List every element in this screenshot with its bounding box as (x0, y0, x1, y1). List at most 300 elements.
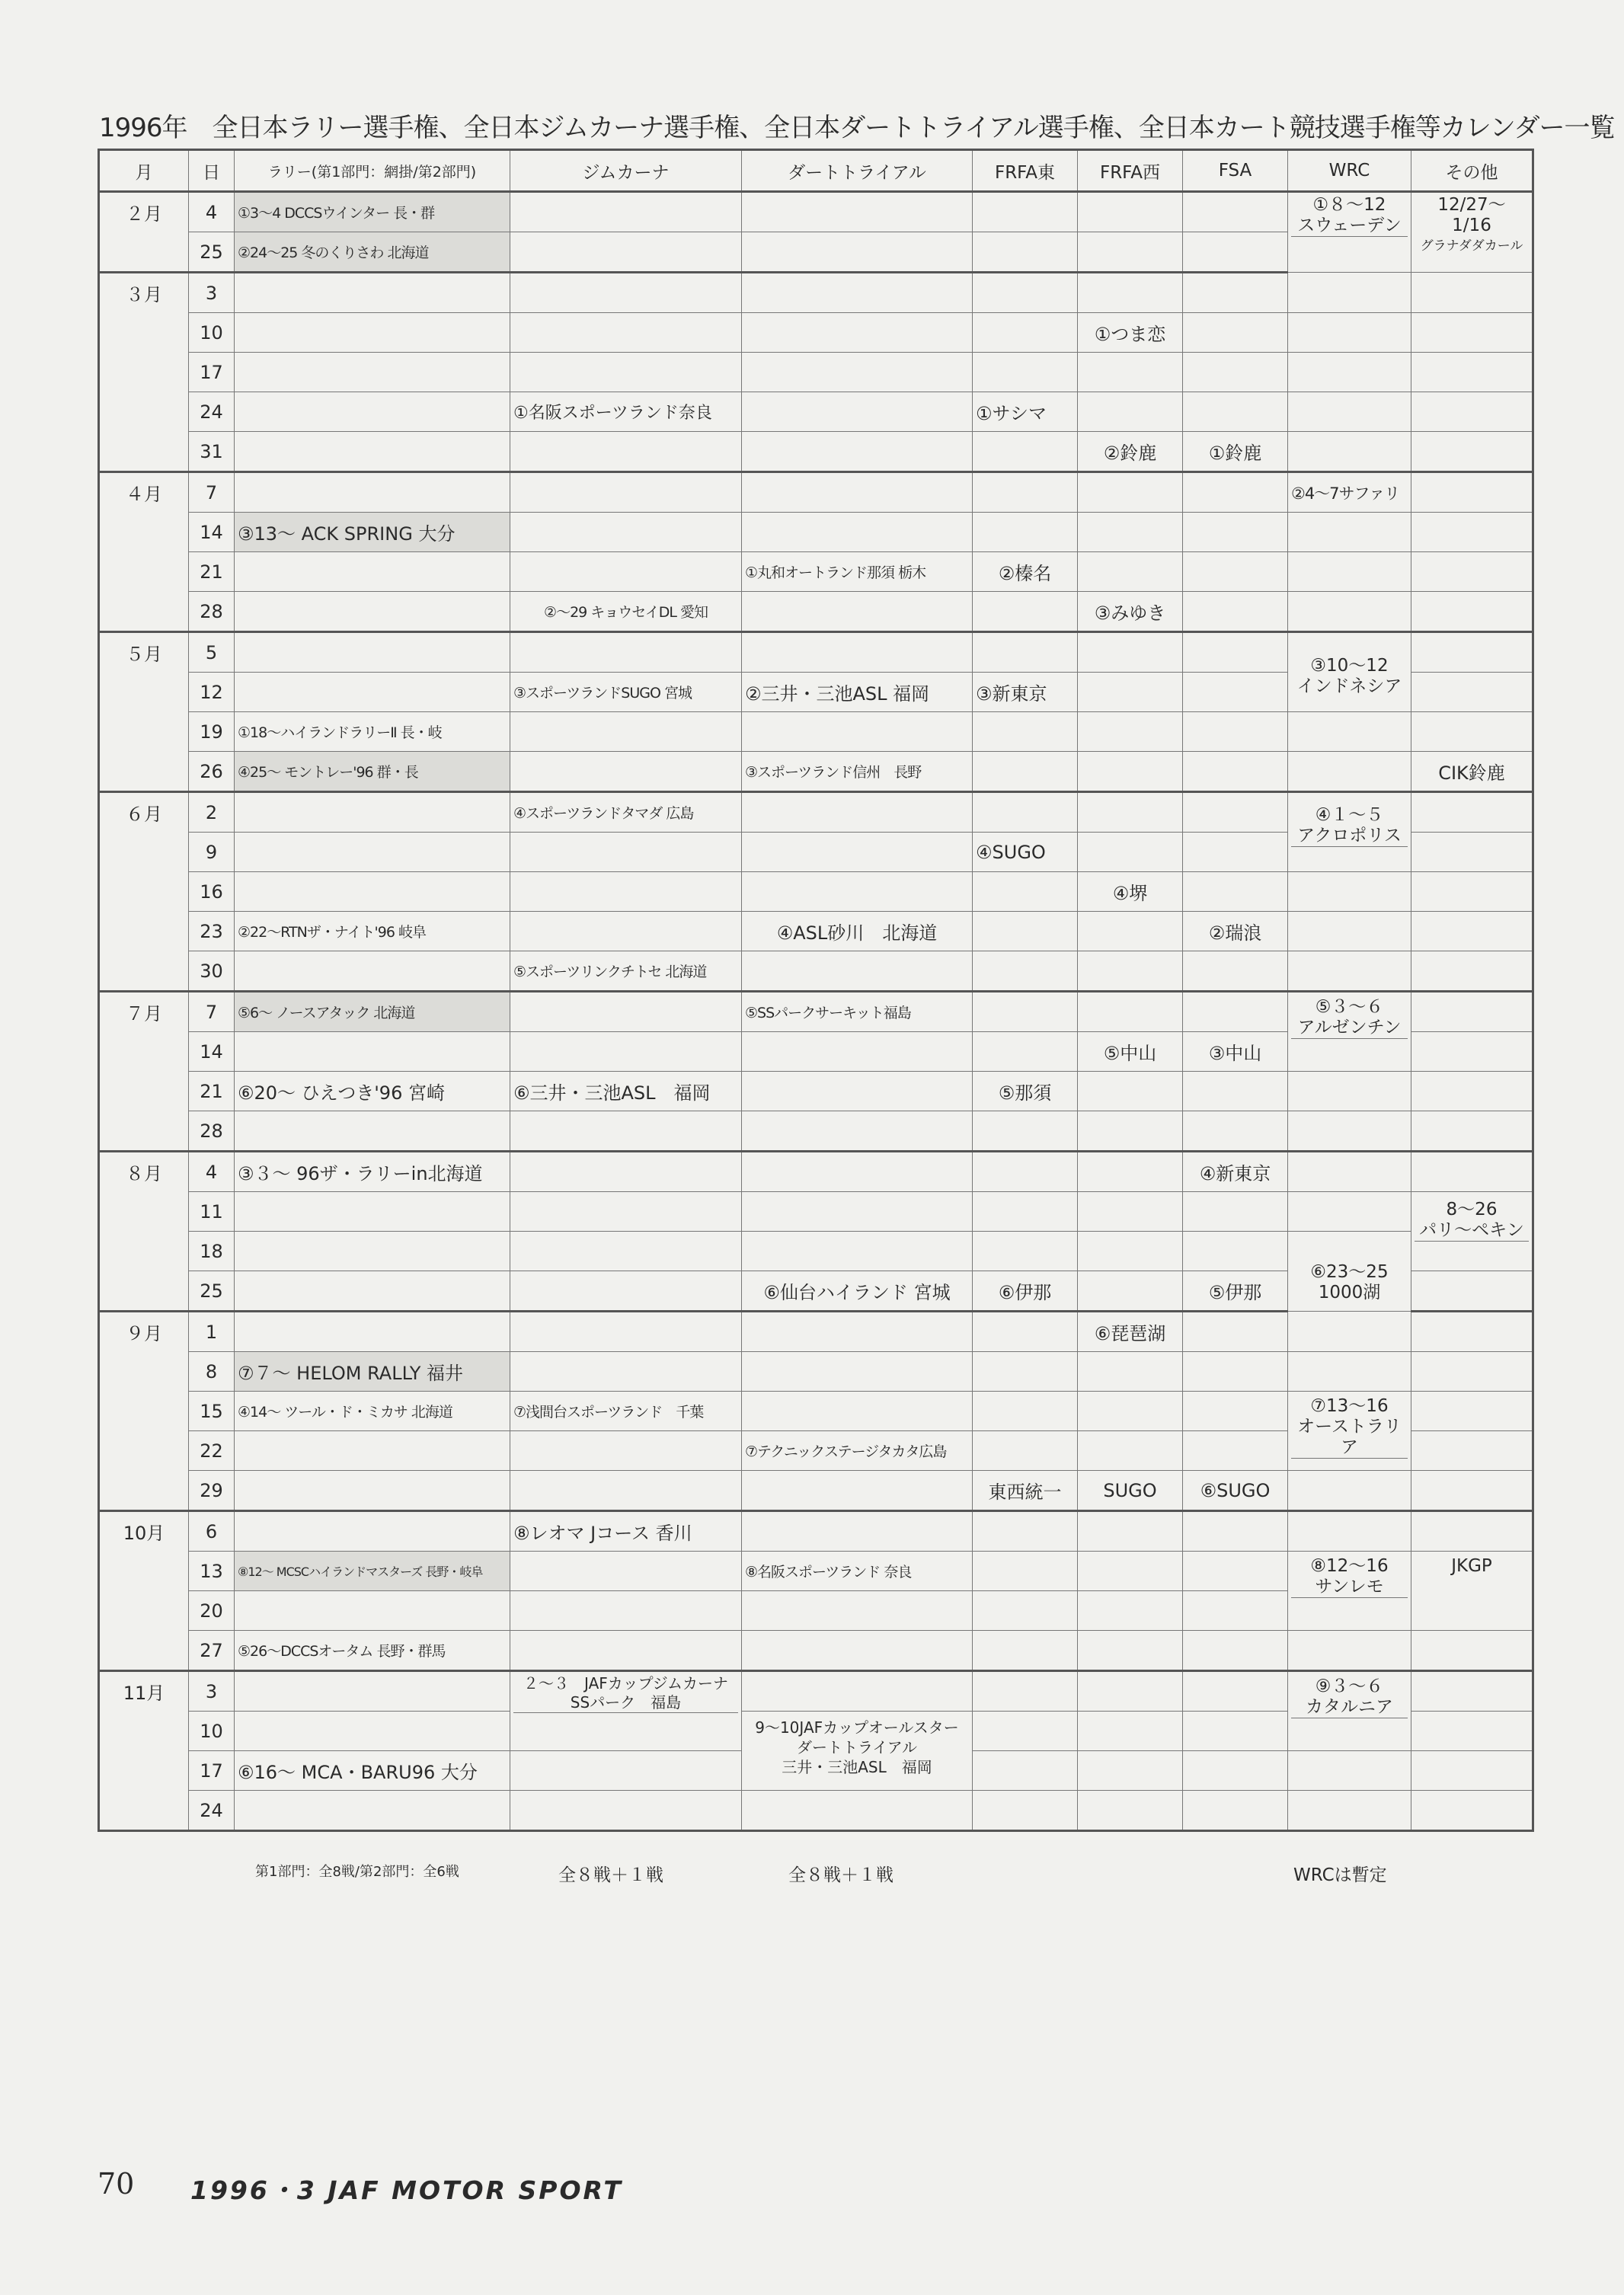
gymkhana-cell (510, 552, 742, 592)
day-cell: 17 (189, 353, 235, 392)
fsa-cell: ⑥SUGO (1183, 1471, 1288, 1511)
fsa-cell (1183, 992, 1288, 1032)
frfa-east-cell (973, 1671, 1078, 1712)
frfa-east-cell (973, 792, 1078, 833)
rally-cell: ②24〜25 冬のくりさわ 北海道 (235, 232, 510, 273)
gymkhana-cell (510, 1552, 742, 1591)
dirt-cell (742, 1232, 973, 1271)
frfa-east-cell (973, 912, 1078, 951)
rally-cell (235, 1032, 510, 1072)
frfa-east-cell: ⑥伊那 (973, 1271, 1078, 1312)
dirt-cell (742, 313, 973, 353)
table-row (99, 513, 1533, 552)
day-cell: 16 (189, 872, 235, 912)
table-row (99, 1791, 1533, 1831)
day-cell: 3 (189, 1671, 235, 1712)
dirt-cell: 9〜10JAFカップオールスター ダートトライアル 三井・三池ASL 福岡 (742, 1712, 973, 1791)
dirt-cell: ⑤SSパークサーキット福島 (742, 992, 973, 1032)
dirt-cell (742, 833, 973, 872)
wrc-cell (1288, 1631, 1411, 1671)
gymkhana-cell: ⑧レオマ Jコース 香川 (510, 1511, 742, 1552)
table-row (99, 912, 1533, 951)
fsa-cell: ①鈴鹿 (1183, 432, 1288, 472)
day-cell: 2 (189, 792, 235, 833)
rally-cell (235, 552, 510, 592)
dirt-cell: ④ASL砂川 北海道 (742, 912, 973, 951)
frfa-east-cell (973, 1111, 1078, 1152)
other-cell (1411, 632, 1533, 673)
table-row (99, 1312, 1533, 1352)
wrc-cell (1288, 912, 1411, 951)
gymkhana-cell: ⑤スポーツリンクチトセ 北海道 (510, 951, 742, 992)
header-month: 月 (99, 150, 189, 192)
gymkhana-cell (510, 1431, 742, 1471)
page-title: 1996年 全日本ラリー選手権、全日本ジムカーナ選手権、全日本ダートトライアル選手権、全日本カート競技選手権等カレンダー一覧 (99, 113, 1615, 143)
month-cell: 11月 (99, 1671, 189, 1831)
wrc-cell (1288, 872, 1411, 912)
other-cell (1411, 1791, 1533, 1831)
frfa-west-cell (1078, 1431, 1183, 1471)
gymkhana-cell (510, 1791, 742, 1831)
rally-cell (235, 392, 510, 432)
rally-cell (235, 1312, 510, 1352)
day-cell: 7 (189, 472, 235, 513)
frfa-east-cell (973, 432, 1078, 472)
wrc-cell: ④１〜５ アクロポリス (1288, 792, 1411, 872)
dirt-cell (742, 273, 973, 313)
gymkhana-cell (510, 632, 742, 673)
frfa-west-cell (1078, 912, 1183, 951)
frfa-west-cell (1078, 1591, 1183, 1631)
day-cell: 21 (189, 552, 235, 592)
frfa-east-cell (973, 1511, 1078, 1552)
frfa-east-cell: ④SUGO (973, 833, 1078, 872)
other-cell (1411, 552, 1533, 592)
other-cell (1411, 1671, 1533, 1712)
dirt-cell: ⑥仙台ハイランド 宮城 (742, 1271, 973, 1312)
frfa-west-cell: ⑤中山 (1078, 1032, 1183, 1072)
table-row (99, 752, 1533, 792)
frfa-west-cell (1078, 1751, 1183, 1791)
rally-cell (235, 1192, 510, 1232)
frfa-west-cell (1078, 1111, 1183, 1152)
rally-cell: ⑧12〜 MCSCハイランドマスターズ 長野・岐阜 (235, 1552, 510, 1591)
day-cell: 23 (189, 912, 235, 951)
frfa-west-cell (1078, 792, 1183, 833)
frfa-east-cell (973, 632, 1078, 673)
fsa-cell (1183, 1431, 1288, 1471)
frfa-west-cell: ③みゆき (1078, 592, 1183, 632)
gymkhana-cell (510, 833, 742, 872)
day-cell: 28 (189, 1111, 235, 1152)
frfa-east-cell (973, 1431, 1078, 1471)
rally-cell (235, 632, 510, 673)
day-cell: 17 (189, 1751, 235, 1791)
table-row (99, 273, 1533, 313)
rally-cell (235, 951, 510, 992)
gymkhana-cell: ②〜29 キョウセイDL 愛知 (510, 592, 742, 632)
fsa-cell (1183, 1631, 1288, 1671)
day-cell: 29 (189, 1471, 235, 1511)
frfa-west-cell (1078, 1271, 1183, 1312)
frfa-west-cell: ②鈴鹿 (1078, 432, 1183, 472)
gymkhana-cell (510, 472, 742, 513)
rally-cell (235, 1671, 510, 1712)
fsa-cell (1183, 1791, 1288, 1831)
day-cell: 30 (189, 951, 235, 992)
wrc-cell (1288, 353, 1411, 392)
rally-cell (235, 1511, 510, 1552)
day-cell: 14 (189, 1032, 235, 1072)
day-cell: 13 (189, 1552, 235, 1591)
other-cell (1411, 1631, 1533, 1671)
day-cell: 1 (189, 1312, 235, 1352)
dirt-cell (742, 1152, 973, 1192)
gymkhana-cell (510, 752, 742, 792)
day-cell: 19 (189, 712, 235, 752)
frfa-east-cell (973, 1232, 1078, 1271)
rally-cell (235, 353, 510, 392)
table-row (99, 992, 1533, 1032)
frfa-east-cell (973, 1552, 1078, 1591)
table-row (99, 712, 1533, 752)
rally-cell: ①3〜4 DCCSウインター 長・群 (235, 192, 510, 232)
fsa-cell (1183, 792, 1288, 833)
month-cell: ９月 (99, 1312, 189, 1511)
frfa-west-cell (1078, 712, 1183, 752)
wrc-cell (1288, 1152, 1411, 1192)
rally-cell: ②22〜RTNザ・ナイト'96 岐阜 (235, 912, 510, 951)
wrc-cell: ⑨３〜６ カタルニア (1288, 1671, 1411, 1751)
header-dirt-trial: ダートトライアル (742, 150, 973, 192)
day-cell: 11 (189, 1192, 235, 1232)
fsa-cell (1183, 1192, 1288, 1232)
wrc-cell (1288, 1111, 1411, 1152)
rally-cell: ③13〜 ACK SPRING 大分 (235, 513, 510, 552)
wrc-cell (1288, 1352, 1411, 1392)
fsa-cell (1183, 1712, 1288, 1751)
day-cell: 14 (189, 513, 235, 552)
gymkhana-cell (510, 432, 742, 472)
frfa-east-cell (973, 1312, 1078, 1352)
frfa-east-cell (973, 1631, 1078, 1671)
rally-cell (235, 1471, 510, 1511)
rally-cell: ⑦７〜 HELOM RALLY 福井 (235, 1352, 510, 1392)
calendar-table (98, 149, 1534, 1832)
rally-cell: ⑤6〜 ノースアタック 北海道 (235, 992, 510, 1032)
gymkhana-cell: ⑦浅間台スポーツランド 千葉 (510, 1392, 742, 1431)
day-cell: 10 (189, 313, 235, 353)
month-cell: ４月 (99, 472, 189, 632)
wrc-cell: ⑤３〜６ アルゼンチン (1288, 992, 1411, 1072)
day-cell: 20 (189, 1591, 235, 1631)
fsa-cell: ⑤伊那 (1183, 1271, 1288, 1312)
dirt-cell (742, 513, 973, 552)
frfa-west-cell: ⑥琵琶湖 (1078, 1312, 1183, 1352)
table-row (99, 592, 1533, 632)
frfa-east-cell (973, 1751, 1078, 1791)
gymkhana-cell: ⑥三井・三池ASL 福岡 (510, 1072, 742, 1111)
table-row (99, 951, 1533, 992)
frfa-east-cell (973, 872, 1078, 912)
gymkhana-cell: ④スポーツランドタマダ 広島 (510, 792, 742, 833)
gymkhana-footnote: 全８戦＋１戦 (558, 1865, 663, 1885)
dirt-cell (742, 632, 973, 673)
gymkhana-cell (510, 1232, 742, 1271)
fsa-cell (1183, 1671, 1288, 1712)
frfa-east-cell (973, 232, 1078, 273)
gymkhana-cell (510, 313, 742, 353)
dirt-cell (742, 1111, 973, 1152)
rally-cell: ④14〜 ツール・ド・ミカサ 北海道 (235, 1392, 510, 1431)
other-cell (1411, 472, 1533, 513)
table-row (99, 432, 1533, 472)
gymkhana-cell (510, 273, 742, 313)
frfa-east-cell (973, 513, 1078, 552)
fsa-cell (1183, 752, 1288, 792)
rally-cell (235, 1271, 510, 1312)
dirt-cell (742, 1352, 973, 1392)
gymkhana-cell (510, 1192, 742, 1232)
dirt-cell (742, 1471, 973, 1511)
fsa-cell (1183, 1111, 1288, 1152)
rally-cell (235, 472, 510, 513)
day-cell: 25 (189, 1271, 235, 1312)
fsa-cell (1183, 273, 1288, 313)
fsa-cell (1183, 1591, 1288, 1631)
wrc-cell (1288, 513, 1411, 552)
gymkhana-cell (510, 1471, 742, 1511)
dirt-cell (742, 1072, 973, 1111)
fsa-cell: ②瑞浪 (1183, 912, 1288, 951)
gymkhana-cell (510, 1591, 742, 1631)
other-cell (1411, 313, 1533, 353)
table-row (99, 1232, 1533, 1271)
table-row (99, 313, 1533, 353)
other-cell (1411, 1352, 1533, 1392)
fsa-cell (1183, 951, 1288, 992)
other-cell (1411, 273, 1533, 313)
wrc-cell (1288, 392, 1411, 432)
wrc-cell (1288, 752, 1411, 792)
gymkhana-cell: ③スポーツランドSUGO 宮城 (510, 673, 742, 712)
gymkhana-cell (510, 712, 742, 752)
rally-cell (235, 1712, 510, 1751)
rally-cell (235, 273, 510, 313)
wrc-cell (1288, 1312, 1411, 1352)
table-row (99, 1671, 1533, 1712)
fsa-cell (1183, 1232, 1288, 1271)
day-cell: 25 (189, 232, 235, 273)
dirt-cell (742, 232, 973, 273)
rally-cell (235, 1431, 510, 1471)
dirt-cell (742, 792, 973, 833)
dirt-cell (742, 192, 973, 232)
fsa-cell (1183, 392, 1288, 432)
other-cell (1411, 432, 1533, 472)
day-cell: 26 (189, 752, 235, 792)
wrc-cell (1288, 712, 1411, 752)
fsa-cell: ③中山 (1183, 1032, 1288, 1072)
frfa-west-cell (1078, 1712, 1183, 1751)
table-row (99, 1192, 1533, 1232)
frfa-east-cell: ①サシマ (973, 392, 1078, 432)
gymkhana-cell (510, 353, 742, 392)
frfa-west-cell (1078, 833, 1183, 872)
fsa-cell (1183, 552, 1288, 592)
dirt-cell (742, 472, 973, 513)
frfa-east-cell (973, 472, 1078, 513)
dirt-cell (742, 1392, 973, 1431)
gymkhana-cell (510, 992, 742, 1032)
wrc-cell (1288, 1511, 1411, 1552)
rally-cell: ⑥16〜 MCA・BARU96 大分 (235, 1751, 510, 1791)
gymkhana-cell (510, 1751, 742, 1791)
day-cell: 7 (189, 992, 235, 1032)
other-cell (1411, 673, 1533, 712)
header-other: その他 (1411, 150, 1533, 192)
day-cell: 28 (189, 592, 235, 632)
day-cell: 12 (189, 673, 235, 712)
frfa-west-cell (1078, 1392, 1183, 1431)
rally-cell (235, 432, 510, 472)
frfa-west-cell (1078, 673, 1183, 712)
frfa-east-cell (973, 1712, 1078, 1751)
header-fsa: FSA (1183, 150, 1288, 192)
day-cell: 4 (189, 1152, 235, 1192)
frfa-west-cell (1078, 472, 1183, 513)
frfa-east-cell (973, 951, 1078, 992)
frfa-east-cell (973, 992, 1078, 1032)
rally-cell: ⑥20〜 ひえつき'96 宮崎 (235, 1072, 510, 1111)
fsa-cell (1183, 632, 1288, 673)
other-cell (1411, 992, 1533, 1032)
other-cell (1411, 1312, 1533, 1352)
fsa-cell: ④新東京 (1183, 1152, 1288, 1192)
fsa-cell (1183, 1072, 1288, 1111)
gymkhana-cell (510, 1352, 742, 1392)
frfa-east-cell (973, 752, 1078, 792)
gymkhana-cell (510, 1312, 742, 1352)
fsa-cell (1183, 1552, 1288, 1591)
table-row (99, 1352, 1533, 1392)
table-row (99, 1631, 1533, 1671)
magazine-title: 1996・3 JAF MOTOR SPORT (190, 2175, 623, 2205)
wrc-cell (1288, 592, 1411, 632)
dirt-cell (742, 712, 973, 752)
dirt-cell: ⑦テクニックステージタカタ広島 (742, 1431, 973, 1471)
table-row (99, 632, 1533, 673)
frfa-east-cell (973, 273, 1078, 313)
month-cell: ３月 (99, 273, 189, 472)
frfa-east-cell (973, 1352, 1078, 1392)
fsa-cell (1183, 313, 1288, 353)
table-row (99, 1152, 1533, 1192)
dirt-cell (742, 592, 973, 632)
wrc-cell (1288, 1751, 1411, 1791)
table-row (99, 472, 1533, 513)
rally-cell (235, 1111, 510, 1152)
dirt-cell (742, 1671, 973, 1712)
fsa-cell (1183, 1511, 1288, 1552)
frfa-west-cell (1078, 1791, 1183, 1831)
frfa-west-cell (1078, 1152, 1183, 1192)
month-cell: ８月 (99, 1152, 189, 1312)
dirt-cell (742, 951, 973, 992)
frfa-west-cell (1078, 1671, 1183, 1712)
table-row (99, 872, 1533, 912)
other-cell (1411, 1072, 1533, 1111)
day-cell: 27 (189, 1631, 235, 1671)
other-cell (1411, 592, 1533, 632)
day-cell: 31 (189, 432, 235, 472)
fsa-cell (1183, 872, 1288, 912)
fsa-cell (1183, 513, 1288, 552)
month-cell: ７月 (99, 992, 189, 1152)
frfa-east-cell (973, 1791, 1078, 1831)
rally-cell: ④25〜 モントレー'96 群・長 (235, 752, 510, 792)
gymkhana-cell: ①名阪スポーツランド奈良 (510, 392, 742, 432)
frfa-west-cell (1078, 1511, 1183, 1552)
other-cell (1411, 392, 1533, 432)
fsa-cell (1183, 472, 1288, 513)
rally-cell (235, 313, 510, 353)
header-frfa-west: FRFA西 (1078, 150, 1183, 192)
frfa-west-cell (1078, 1232, 1183, 1271)
frfa-west-cell (1078, 192, 1183, 232)
month-cell: ６月 (99, 792, 189, 992)
table-row (99, 353, 1533, 392)
other-cell (1411, 1511, 1533, 1552)
wrc-cell (1288, 552, 1411, 592)
other-cell (1411, 912, 1533, 951)
gymkhana-cell: ２〜３ JAFカップジムカーナ SSパーク 福島 (510, 1671, 742, 1751)
frfa-west-cell (1078, 552, 1183, 592)
month-cell: ５月 (99, 632, 189, 792)
day-cell: 6 (189, 1511, 235, 1552)
frfa-west-cell: SUGO (1078, 1471, 1183, 1511)
month-cell: 10月 (99, 1511, 189, 1671)
wrc-cell (1288, 1072, 1411, 1111)
wrc-cell: ①８〜12 スウェーデン (1288, 192, 1411, 273)
dirt-trial-footnote: 全８戦＋１戦 (788, 1865, 894, 1885)
wrc-footnote: WRCは暫定 (1293, 1865, 1387, 1885)
wrc-cell: ⑥23〜25 1000湖 (1288, 1232, 1411, 1312)
other-cell (1411, 951, 1533, 992)
table-row (99, 1471, 1533, 1511)
table-row (99, 1111, 1533, 1152)
fsa-cell (1183, 833, 1288, 872)
gymkhana-cell (510, 912, 742, 951)
fsa-cell (1183, 192, 1288, 232)
table-row (99, 1072, 1533, 1111)
other-cell (1411, 1751, 1533, 1791)
wrc-cell: ③10〜12 インドネシア (1288, 632, 1411, 712)
day-cell: 4 (189, 192, 235, 232)
dirt-cell (742, 353, 973, 392)
table-row (99, 392, 1533, 432)
wrc-cell: ⑦13〜16 オーストラリア (1288, 1392, 1411, 1471)
frfa-west-cell (1078, 513, 1183, 552)
dirt-cell: ②三井・三池ASL 福岡 (742, 673, 973, 712)
header-row (99, 150, 1533, 192)
rally-cell: ①18〜ハイランドラリーⅡ 長・岐 (235, 712, 510, 752)
wrc-cell (1288, 273, 1411, 313)
frfa-east-cell: ②榛名 (973, 552, 1078, 592)
rally-cell: ⑤26〜DCCSオータム 長野・群馬 (235, 1631, 510, 1671)
gymkhana-cell (510, 1152, 742, 1192)
dirt-cell (742, 1312, 973, 1352)
